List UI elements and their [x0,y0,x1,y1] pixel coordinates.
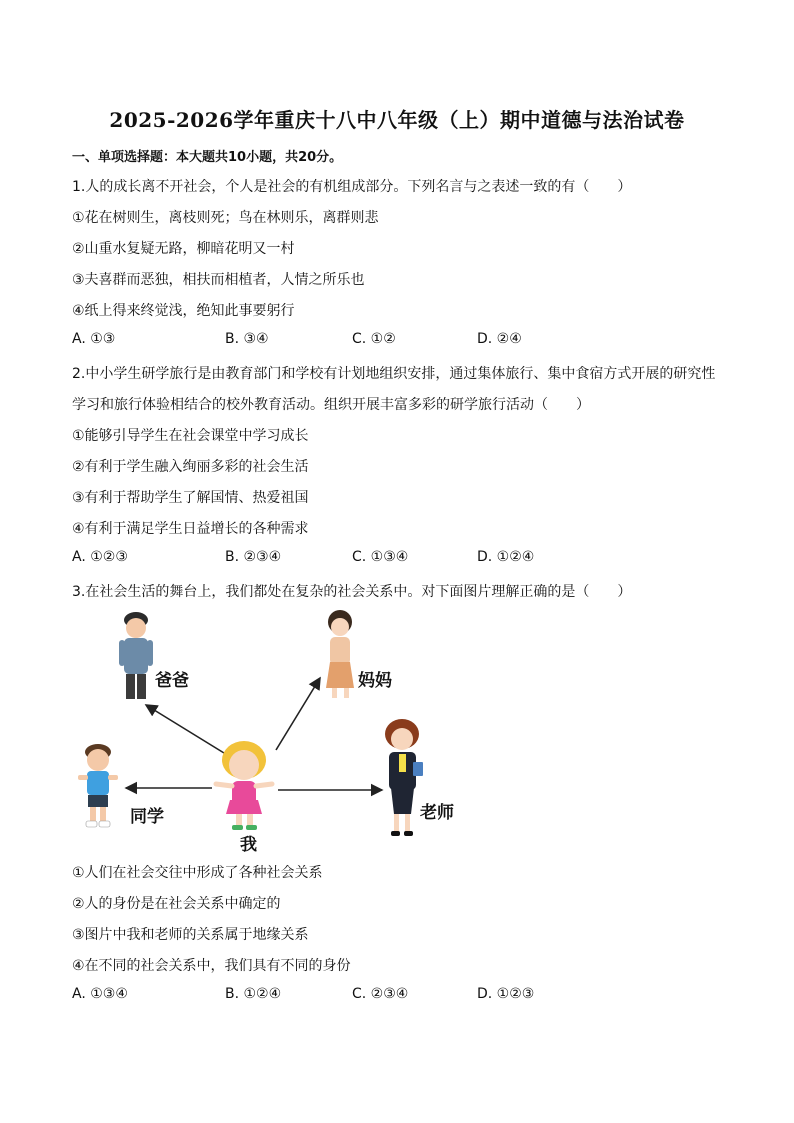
arrow-to-dad [146,705,224,753]
social-relations-figure [66,600,466,855]
option-d[interactable]: D. ①②③ [477,986,535,1002]
option-d[interactable]: D. ②④ [477,331,522,347]
option-a[interactable]: A. ①②③ [72,549,128,565]
option-c[interactable]: C. ①③④ [352,549,409,565]
option-a[interactable]: A. ①③④ [72,986,128,1002]
question-1-item-2: ②山重水复疑无路，柳暗花明又一村 [72,241,295,257]
question-1-stem: 1.人的成长离不开社会，个人是社会的有机组成部分。下列名言与之表述一致的有（ ） [72,179,632,195]
question-2-item-3: ③有利于帮助学生了解国情、热爱祖国 [72,490,309,506]
question-2-item-2: ②有利于学生融入绚丽多彩的社会生活 [72,459,309,475]
section-heading: 一、单项选择题：本大题共10小题，共20分。 [72,150,343,165]
question-3-item-1: ①人们在社会交往中形成了各种社会关系 [72,865,323,881]
question-1-options [72,331,732,351]
option-b[interactable]: B. ②③④ [225,549,282,565]
me-figure [216,741,272,830]
question-3-stem: 3.在社会生活的舞台上，我们都处在复杂的社会关系中。对下面图片理解正确的是（ ） [72,584,632,600]
question-3-item-2: ②人的身份是在社会关系中确定的 [72,896,281,912]
option-c[interactable]: C. ②③④ [352,986,409,1002]
label-classmate: 同学 [130,807,164,827]
question-3-item-4: ④在不同的社会关系中，我们具有不同的身份 [72,958,351,974]
question-1-item-4: ④纸上得来终觉浅，绝知此事要躬行 [72,303,295,319]
option-c[interactable]: C. ①② [352,331,396,347]
question-1-item-3: ③夫喜群而恶独，相扶而相植者，人情之所乐也 [72,272,365,288]
question-2-item-4: ④有利于满足学生日益增长的各种需求 [72,521,309,537]
option-d[interactable]: D. ①②④ [477,549,535,565]
mom-figure [326,610,354,698]
dad-figure [119,612,153,699]
question-2-stem-line-1: 2.中小学生研学旅行是由教育部门和学校有计划地组织安排，通过集体旅行、集中食宿方式开展的研究性 [72,366,716,382]
label-mom: 妈妈 [358,671,392,691]
option-a[interactable]: A. ①③ [72,331,116,347]
question-2-item-1: ①能够引导学生在社会课堂中学习成长 [72,428,309,444]
classmate-figure [78,744,118,827]
question-3-options [72,986,732,1006]
option-b[interactable]: B. ③④ [225,331,269,347]
question-2-stem-line-2: 学习和旅行体验相结合的校外教育活动。组织开展丰富多彩的研学旅行活动（ ） [72,397,590,413]
label-me: 我 [240,835,257,855]
question-3-item-3: ③图片中我和老师的关系属于地缘关系 [72,927,309,943]
exam-title: 2025-2026学年重庆十八中八年级（上）期中道德与法治试卷 [109,108,685,132]
teacher-figure [385,719,423,836]
label-teacher: 老师 [420,803,454,823]
question-2-options [72,549,732,569]
label-dad: 爸爸 [155,671,189,691]
question-1-item-1: ①花在树则生，离枝则死；鸟在林则乐，离群则悲 [72,210,379,226]
arrow-to-mom [276,678,320,750]
option-b[interactable]: B. ①②④ [225,986,282,1002]
